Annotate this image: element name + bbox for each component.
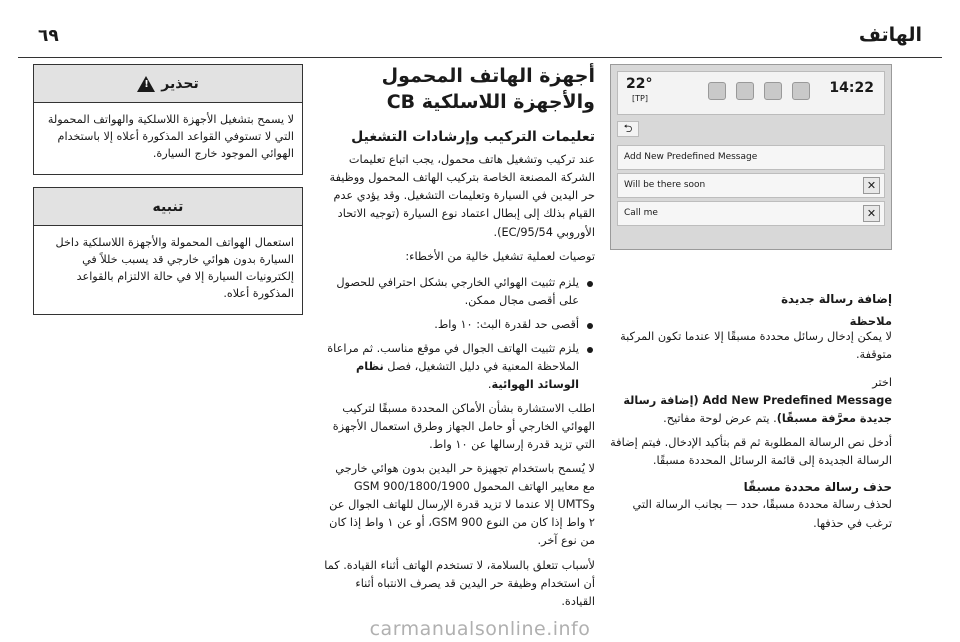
- middle-column: [320, 64, 595, 611]
- row-label: Call me: [624, 208, 658, 218]
- settings-app-icon: [764, 82, 782, 100]
- add-message-row[interactable]: [617, 145, 885, 170]
- note-title: تنبيه: [152, 198, 184, 215]
- note-label: ملاحظة: [849, 314, 892, 328]
- warning-body: لا يسمح بتشغيل الأجهزة اللاسلكية والهواتف المحمولة التي لا تستوفي القواعد المذكورة أعلاه إلا باستخدام الهوائي الموجود خارج السيارة.: [47, 113, 294, 161]
- enter-text: أدخل نص الرسالة المطلوبة ثم قم بتأكيد الإدخال. فيتم إضافة الرسالة الجديدة إلى قائمة الرسائل المحددة مسبقًا.: [610, 436, 892, 468]
- main-heading: أجهزة الهاتف المحمول والأجهزة اللاسلكية CB: [381, 65, 595, 113]
- choose-label: اختر: [872, 376, 892, 390]
- list-item: يلزم تثبيت الهوائي الخارجي بشكل احترافي للحصول على أقصى مجال ممكن.: [320, 274, 595, 310]
- note-box: [33, 187, 303, 315]
- page-header: [18, 22, 942, 58]
- paragraph-gsm: لا يُسمح باستخدام تجهيزة حر اليدين بدون هوائي خارجي مع معايير الهاتف المحمول GSM 900/1800/1900 وUMTS إلا عندما لا تزيد قدرة الإرسال للهاتف الجوال عن ٢ واط إذا كان من النوع GSM 900، أو عن ١ واط إذا كان من نوع آخر.: [329, 462, 595, 548]
- intro-paragraph: عند تركيب وتشغيل هاتف محمول، يجب اتباع تعليمات الشركة المصنعة الخاصة بتركيب الهاتف المحمول ووظيفة حر اليدين في السيارة وتعليمات التشغيل. وقد يؤدي عدم القيام بذلك إلى إبطال اعتماد نوع السيارة (توجيه الاتحاد الأوروبي 95/54/EC).: [329, 153, 595, 239]
- phone-app-icon: [708, 82, 726, 100]
- note-box-header: [34, 188, 302, 226]
- back-button[interactable]: ⮌: [617, 121, 639, 137]
- paragraph-safety: لأسباب تتعلق بالسلامة، لا تستخدم الهاتف أثناء القيادة. كما أن استخدام وظيفة حر اليدين قد يصرف الانتباه أثناء القيادة.: [324, 558, 595, 608]
- choose-text-bold: Add New Predefined Message (إضافة رسالة جديدة معرَّفة مسبقًا): [623, 394, 892, 426]
- paragraph-consult: اطلب الاستشارة بشأن الأماكن المحددة مسبقًا لتركيب الهوائي الخارجي أو حامل الجهاز وطرق استعمال الأجهزة التي تزيد قدرة إرسالها عن ١٠ واط.: [332, 402, 595, 452]
- left-column: [33, 64, 303, 327]
- list-item-text: يلزم تثبيت الهاتف الجوال في موقع مناسب. ثم مراعاة الملاحظة المعنية في دليل التشغيل، فصل: [327, 341, 579, 373]
- list-item: أقصى حد لقدرة البث: ١٠ واط.: [320, 316, 595, 334]
- audio-app-icon: [736, 82, 754, 100]
- add-message-heading: إضافة رسالة جديدة: [781, 292, 892, 306]
- close-icon[interactable]: ✕: [863, 177, 880, 194]
- note-text: لا يمكن إدخال رسائل محددة مسبقًا إلا عندما تكون المركبة متوقفة.: [620, 330, 892, 362]
- warning-triangle-icon: [137, 76, 155, 92]
- temperature: 22°: [626, 76, 653, 92]
- sub-heading: تعليمات التركيب وإرشادات التشغيل: [351, 129, 595, 146]
- warning-box-header: [34, 65, 302, 103]
- choose-text: [610, 392, 892, 428]
- delete-heading: حذف رسالة محددة مسبقًا: [743, 480, 892, 495]
- choose-text-tail: . يتم عرض لوحة مفاتيح.: [663, 412, 777, 426]
- delete-text: لحذف رسالة محددة مسبقًا، حدد — بجانب الرسالة التي ترغب في حذفها.: [632, 498, 892, 530]
- clock: 14:22: [829, 80, 874, 96]
- infotainment-screenshot: [610, 64, 892, 250]
- warning-box: [33, 64, 303, 175]
- screen-status-bar: [617, 71, 885, 115]
- page-number: ٦٩: [38, 26, 59, 46]
- section-title: الهاتف: [858, 24, 922, 46]
- watermark: carmanualsonline.info: [369, 618, 591, 640]
- nav-app-icon: [792, 82, 810, 100]
- recommendations-lead: توصيات لعملية تشغيل خالية من الأخطاء:: [405, 249, 595, 263]
- row-label: Add New Predefined Message: [624, 152, 758, 162]
- tp-indicator: [TP]: [632, 94, 648, 103]
- note-body: استعمال الهواتف المحمولة والأجهزة اللاسلكية داخل السيارة بدون هوائي خارجي قد يسبب خللاً في إلكترونيات السيارة إلا في حالة الالتزام بالقواعد المذكورة أعلاه.: [55, 236, 294, 301]
- right-column: [610, 64, 892, 533]
- close-icon[interactable]: ✕: [863, 205, 880, 222]
- message-row[interactable]: [617, 173, 885, 198]
- recommendations-list: [320, 274, 595, 394]
- warning-title: تحذير: [161, 75, 199, 92]
- airbag-link-text: نظام الوسائد الهوائية: [355, 359, 579, 391]
- list-item: يلزم تثبيت الهاتف الجوال في موقع مناسب. ثم مراعاة الملاحظة المعنية في دليل التشغيل، فصل نظام الوسائد الهوائية.: [320, 340, 595, 394]
- row-label: Will be there soon: [624, 180, 706, 190]
- message-row[interactable]: [617, 201, 885, 226]
